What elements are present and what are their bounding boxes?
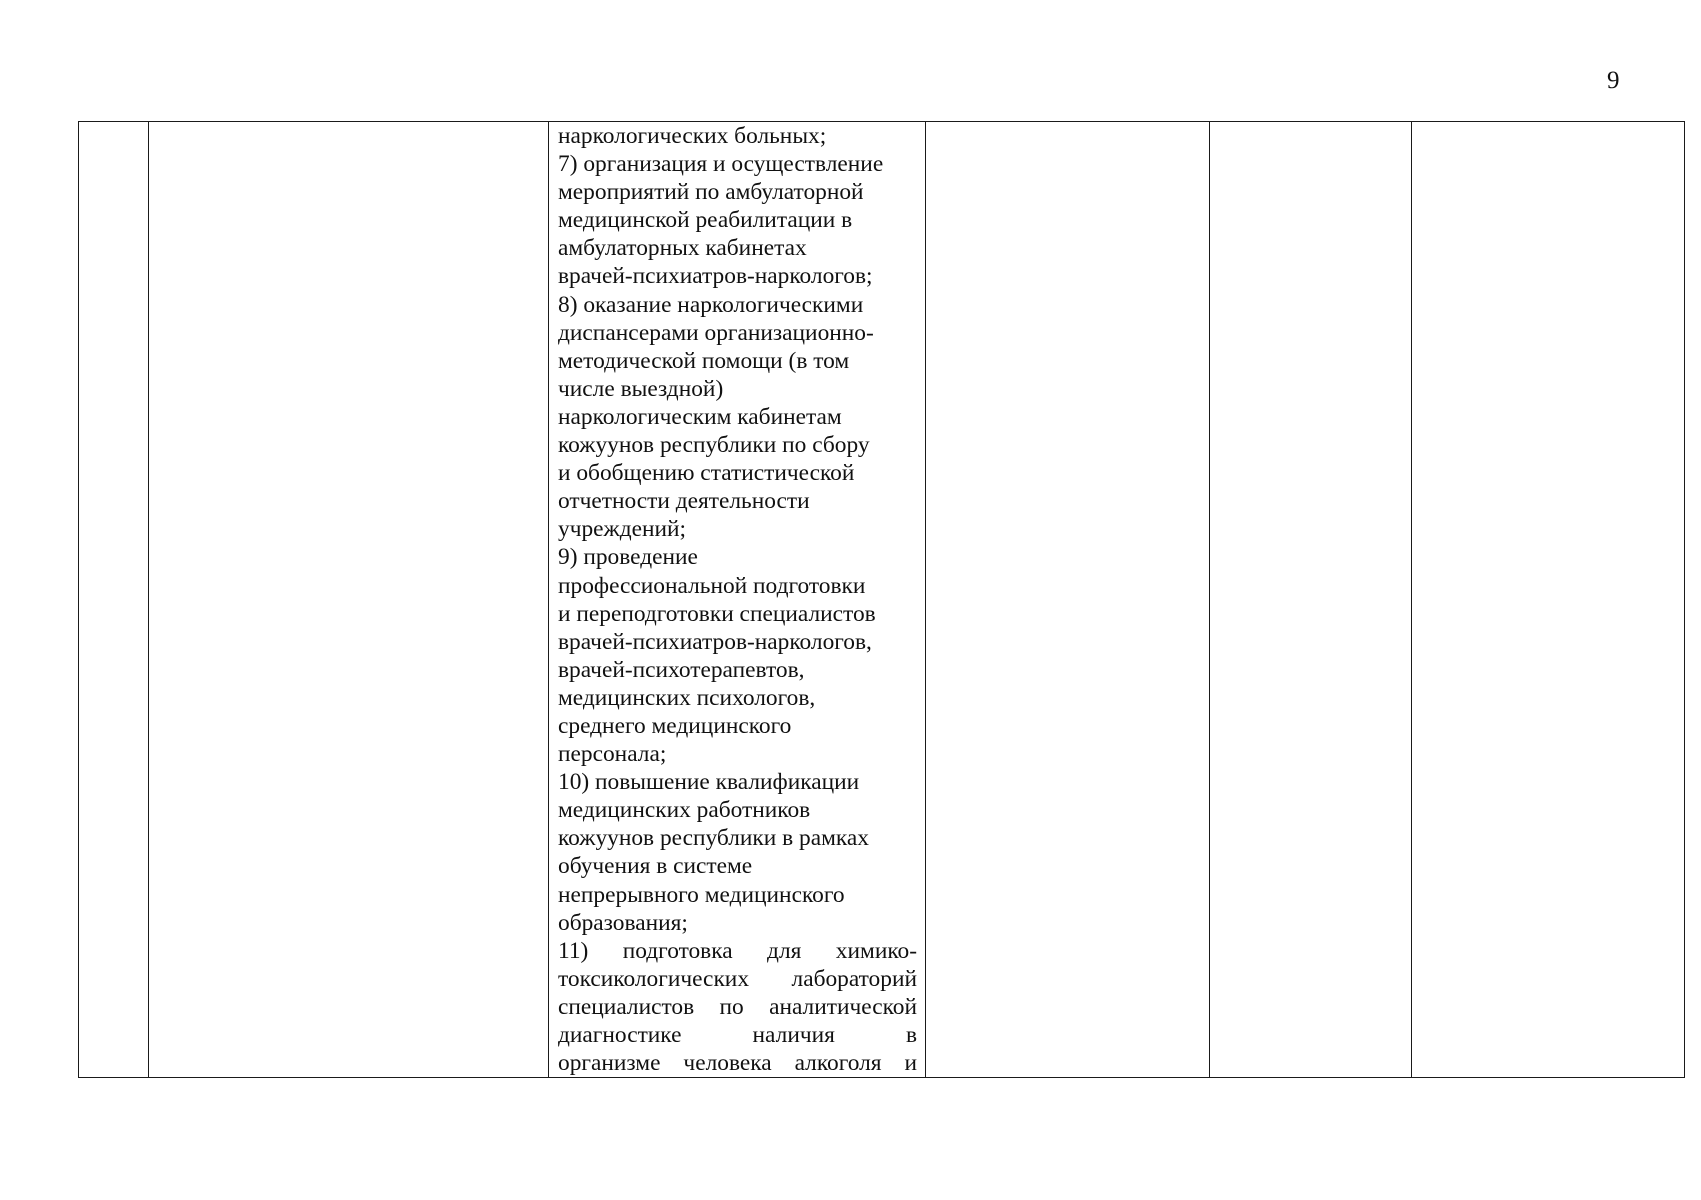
- content-line: персонала;: [558, 741, 667, 768]
- content-line: непрерывного медицинского: [558, 881, 845, 908]
- content-line: числе выездной): [558, 375, 724, 402]
- content-line: и обобщению статистической: [558, 460, 855, 487]
- content-line: методической помощи (в том: [558, 347, 850, 374]
- content-line: и переподготовки специалистов: [558, 600, 876, 627]
- content-line: обучения в системе: [558, 853, 753, 880]
- content-line: специалистов по аналитической: [558, 993, 917, 1020]
- table-cell-name: [149, 122, 549, 1078]
- content-line: медицинских психологов,: [558, 684, 816, 711]
- content-line: врачей-психиатров-наркологов;: [558, 263, 873, 290]
- content-line: организме человека алкоголя и: [558, 1050, 917, 1077]
- content-line: учреждений;: [558, 516, 687, 543]
- content-line: диспансерами организационно-: [558, 319, 874, 346]
- table-cell-empty: [1412, 122, 1685, 1078]
- content-line: профессиональной подготовки: [558, 572, 866, 599]
- table-row: [79, 122, 1685, 1078]
- content-line: 11) подготовка для химико-: [558, 937, 917, 964]
- content-line: медицинской реабилитации в: [558, 207, 853, 234]
- content-line: врачей-психотерапевтов,: [558, 656, 805, 683]
- content-line: кожуунов республики по сбору: [558, 432, 870, 459]
- content-line: отчетности деятельности: [558, 488, 810, 515]
- table-cell-empty: [1210, 122, 1412, 1078]
- content-line: 9) проведение: [558, 544, 698, 571]
- page-number: 9: [1607, 67, 1620, 94]
- content-line: кожуунов республики в рамках: [558, 825, 869, 852]
- content-line: среднего медицинского: [558, 712, 792, 739]
- table-cell-number: [79, 122, 149, 1078]
- content-line: медицинских работников: [558, 797, 811, 824]
- content-line: 8) оказание наркологическими: [558, 291, 864, 318]
- table-cell-empty: [926, 122, 1210, 1078]
- content-line: наркологических больных;: [558, 123, 827, 149]
- content-line: врачей-психиатров-наркологов,: [558, 628, 872, 655]
- content-line: мероприятий по амбулаторной: [558, 179, 864, 206]
- content-line: диагностике наличия в: [558, 1022, 917, 1048]
- content-line: наркологическим кабинетам: [558, 403, 842, 430]
- content-line: 7) организация и осуществление: [558, 151, 884, 178]
- content-line: образования;: [558, 909, 688, 936]
- table-cell-content: [549, 122, 926, 1078]
- document-table: [78, 121, 1685, 1078]
- content-line: 10) повышение квалификации: [558, 769, 860, 796]
- content-line: амбулаторных кабинетах: [558, 235, 807, 262]
- content-line: токсикологических лабораторий: [558, 965, 917, 992]
